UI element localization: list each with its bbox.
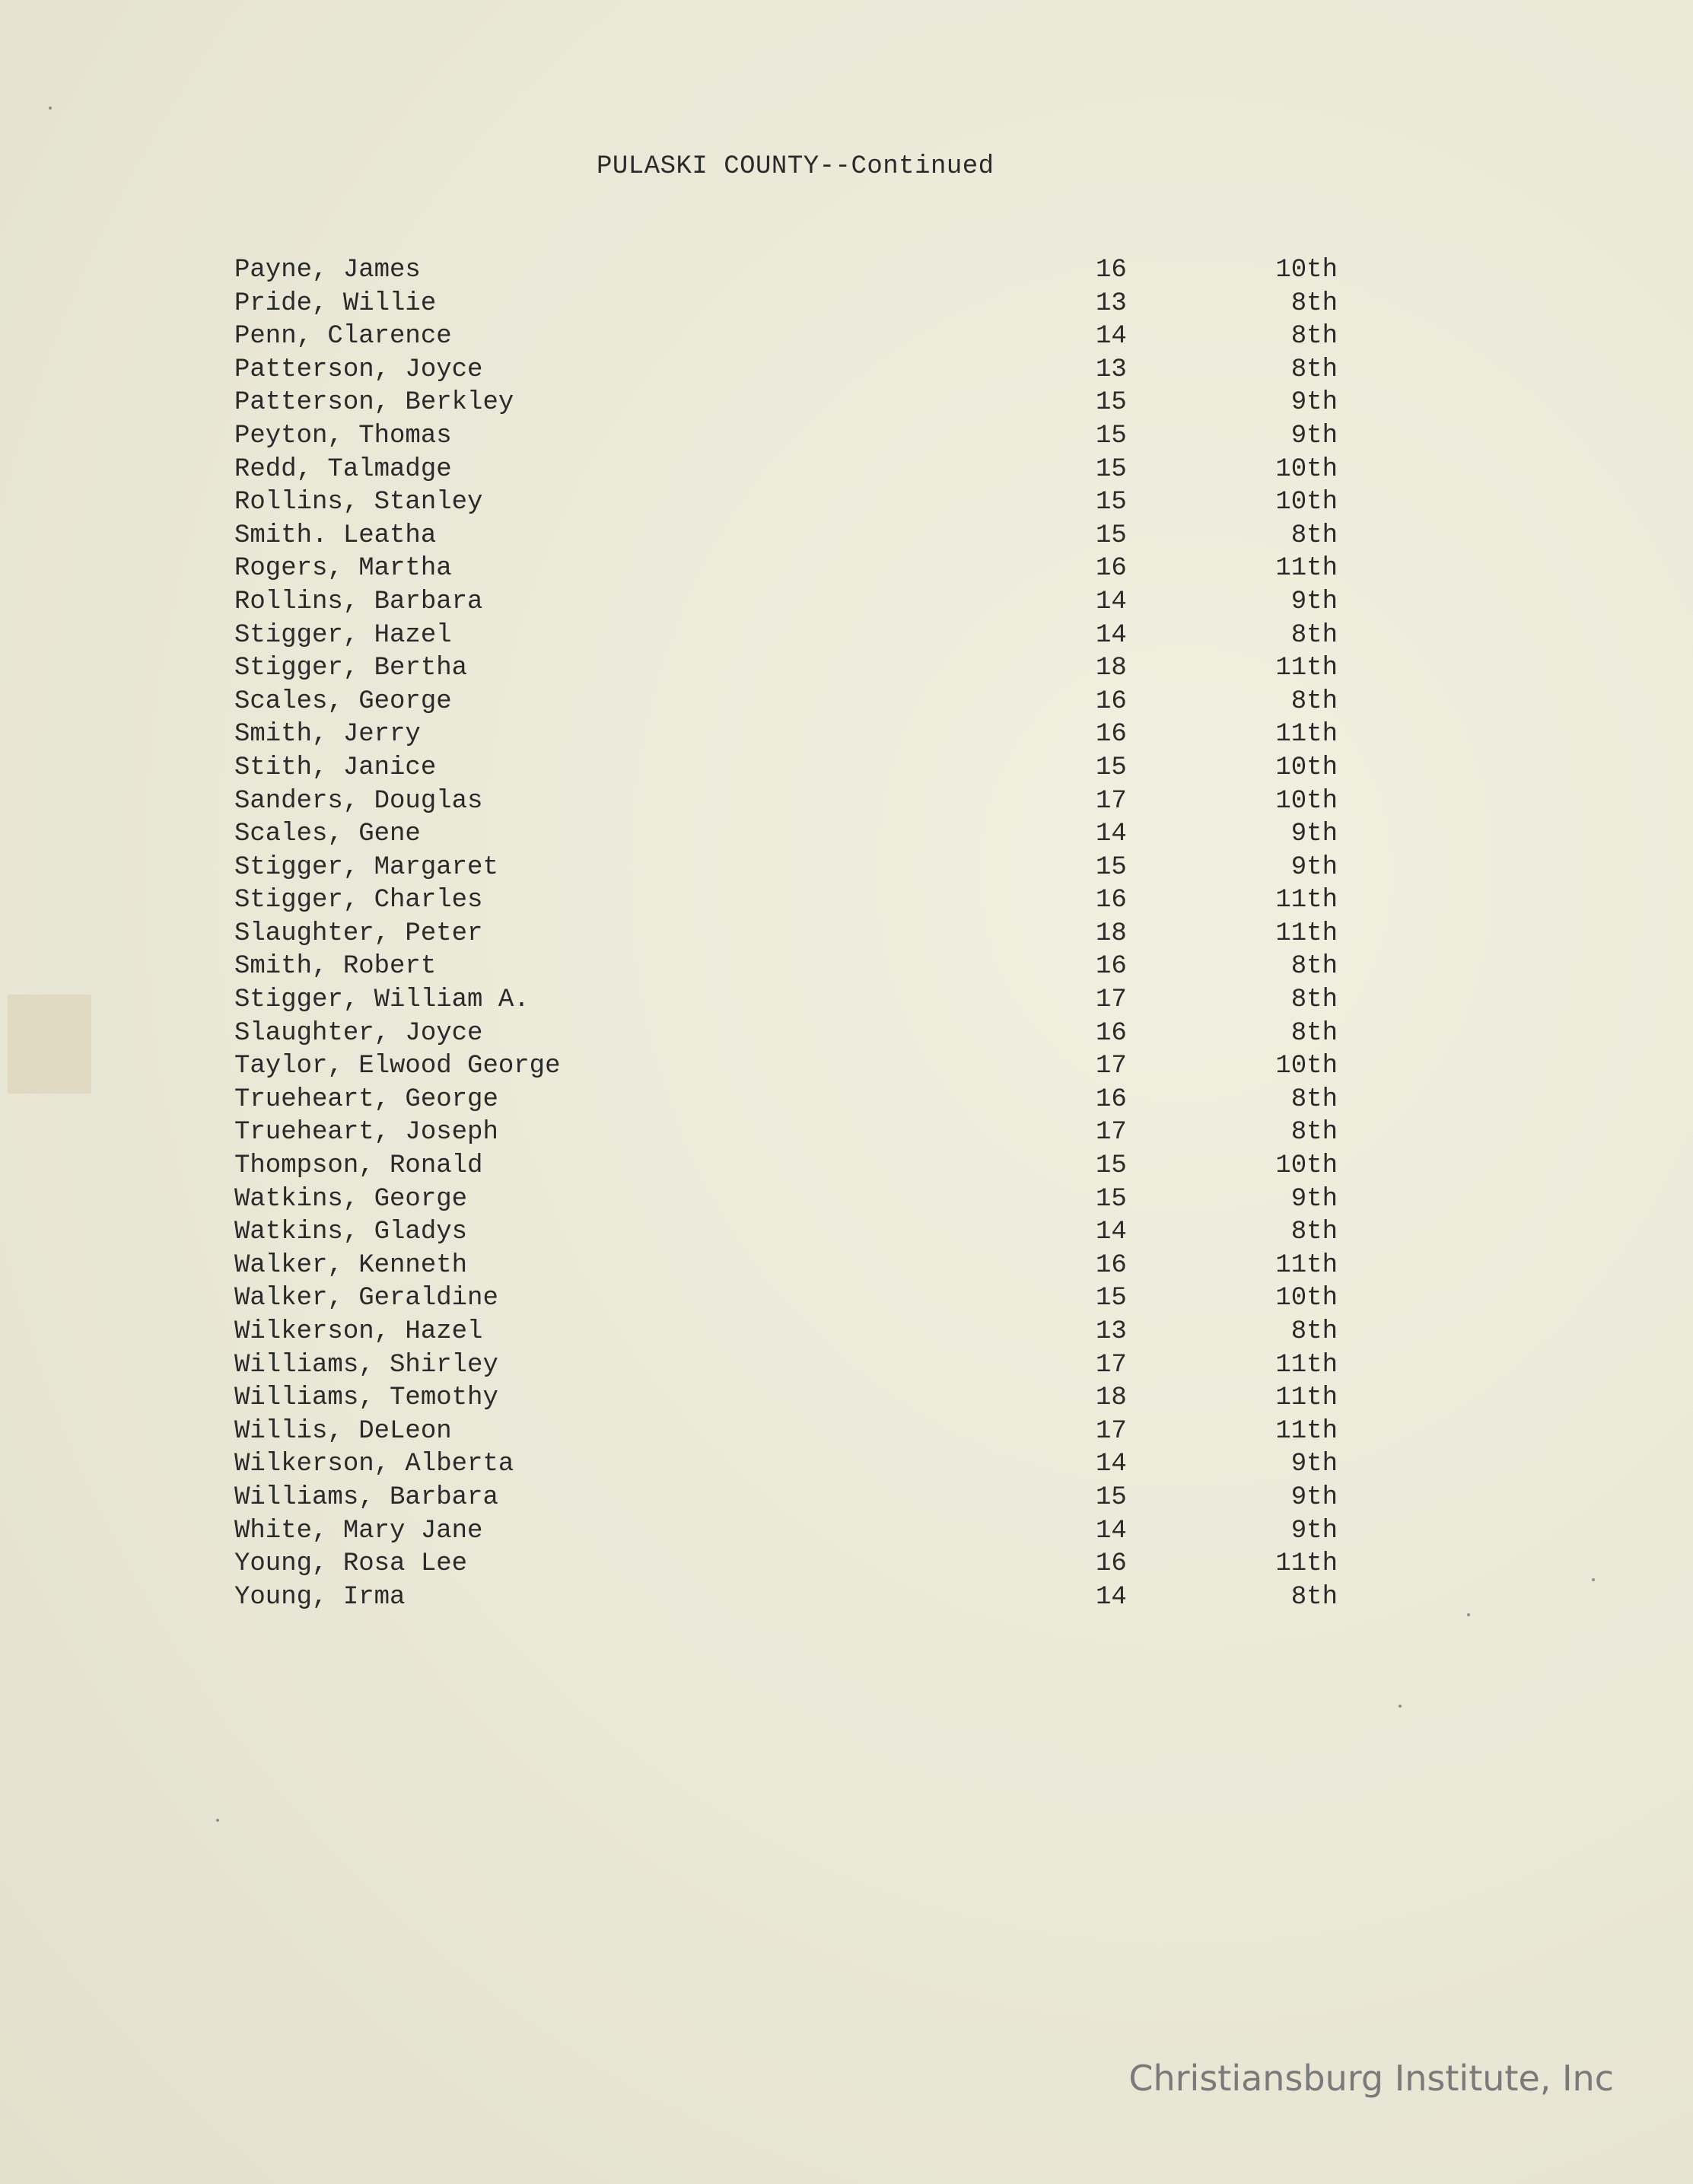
student-grade: 8th bbox=[1290, 1218, 1338, 1247]
paper-speck bbox=[49, 107, 52, 110]
student-row bbox=[234, 950, 1338, 984]
student-age: 15 bbox=[1096, 852, 1127, 882]
student-name: Stigger, Bertha bbox=[234, 654, 468, 683]
student-age: 14 bbox=[1096, 820, 1127, 849]
student-name: Wilkerson, Hazel bbox=[234, 1317, 483, 1346]
tape-residue bbox=[8, 995, 91, 1094]
student-age: 17 bbox=[1096, 1350, 1127, 1380]
student-roster bbox=[234, 254, 1338, 1614]
student-age: 14 bbox=[1096, 1516, 1127, 1546]
student-row bbox=[234, 1482, 1338, 1515]
student-grade: 11th bbox=[1275, 1416, 1338, 1446]
student-grade: 10th bbox=[1275, 786, 1338, 816]
student-name: Rollins, Barbara bbox=[234, 587, 483, 616]
student-name: Patterson, Joyce bbox=[234, 355, 483, 384]
student-row bbox=[234, 984, 1338, 1017]
student-name: Watkins, Gladys bbox=[234, 1218, 468, 1247]
student-age: 15 bbox=[1096, 521, 1127, 550]
student-grade: 10th bbox=[1275, 753, 1338, 782]
paper-speck bbox=[1592, 1578, 1595, 1581]
student-row bbox=[234, 1515, 1338, 1549]
student-name: Rogers, Martha bbox=[234, 554, 452, 584]
student-age: 17 bbox=[1096, 1118, 1127, 1148]
student-age: 16 bbox=[1096, 1018, 1127, 1048]
student-age: 15 bbox=[1096, 1151, 1127, 1181]
student-grade: 11th bbox=[1275, 1250, 1338, 1280]
student-grade: 9th bbox=[1290, 820, 1338, 849]
student-age: 16 bbox=[1096, 720, 1127, 750]
student-age: 17 bbox=[1096, 1052, 1127, 1081]
student-row bbox=[234, 1415, 1338, 1449]
student-age: 16 bbox=[1096, 1250, 1127, 1280]
student-name: Young, Irma bbox=[234, 1582, 406, 1612]
student-age: 16 bbox=[1096, 1084, 1127, 1114]
student-age: 18 bbox=[1096, 654, 1127, 683]
student-name: Pride, Willie bbox=[234, 288, 437, 318]
student-row bbox=[234, 619, 1338, 653]
student-age: 16 bbox=[1096, 952, 1127, 982]
student-grade: 9th bbox=[1290, 1482, 1338, 1512]
student-row bbox=[234, 1017, 1338, 1051]
student-row bbox=[234, 686, 1338, 719]
student-grade: 9th bbox=[1290, 388, 1338, 418]
student-age: 15 bbox=[1096, 753, 1127, 782]
student-grade: 8th bbox=[1290, 288, 1338, 318]
student-age: 14 bbox=[1096, 322, 1127, 352]
student-name: Trueheart, Joseph bbox=[234, 1118, 498, 1148]
page-title: PULASKI COUNTY--Continued bbox=[597, 152, 994, 181]
student-name: Rollins, Stanley bbox=[234, 488, 483, 517]
student-grade: 8th bbox=[1290, 620, 1338, 650]
student-grade: 8th bbox=[1290, 985, 1338, 1015]
paper-speck bbox=[216, 1819, 219, 1822]
student-age: 15 bbox=[1096, 421, 1127, 450]
student-age: 16 bbox=[1096, 256, 1127, 285]
student-row bbox=[234, 884, 1338, 918]
student-name: Young, Rosa Lee bbox=[234, 1549, 468, 1579]
student-row bbox=[234, 752, 1338, 785]
student-row bbox=[234, 1316, 1338, 1349]
student-age: 16 bbox=[1096, 554, 1127, 584]
student-age: 15 bbox=[1096, 454, 1127, 484]
student-grade: 10th bbox=[1275, 1151, 1338, 1181]
student-row bbox=[234, 652, 1338, 686]
student-row bbox=[234, 1382, 1338, 1415]
student-name: Payne, James bbox=[234, 256, 421, 285]
student-grade: 8th bbox=[1290, 1582, 1338, 1612]
student-name: Wilkerson, Alberta bbox=[234, 1450, 514, 1479]
student-row bbox=[234, 1050, 1338, 1084]
student-grade: 10th bbox=[1275, 256, 1338, 285]
student-age: 14 bbox=[1096, 620, 1127, 650]
student-grade: 8th bbox=[1290, 1084, 1338, 1114]
student-name: Slaughter, Joyce bbox=[234, 1018, 483, 1048]
student-grade: 10th bbox=[1275, 488, 1338, 517]
student-row bbox=[234, 354, 1338, 387]
student-name: Stigger, Margaret bbox=[234, 852, 498, 882]
student-grade: 8th bbox=[1290, 686, 1338, 716]
student-name: Williams, Temothy bbox=[234, 1383, 498, 1413]
student-name: Smith, Jerry bbox=[234, 720, 421, 750]
student-row bbox=[234, 486, 1338, 520]
student-name: Stith, Janice bbox=[234, 753, 437, 782]
student-grade: 11th bbox=[1275, 918, 1338, 948]
student-age: 17 bbox=[1096, 985, 1127, 1015]
student-row bbox=[234, 1216, 1338, 1250]
student-name: Slaughter, Peter bbox=[234, 918, 483, 948]
student-age: 14 bbox=[1096, 1582, 1127, 1612]
student-name: Stigger, Hazel bbox=[234, 620, 452, 650]
student-grade: 8th bbox=[1290, 1018, 1338, 1048]
student-grade: 11th bbox=[1275, 1383, 1338, 1413]
student-row bbox=[234, 254, 1338, 288]
student-grade: 9th bbox=[1290, 421, 1338, 450]
student-name: Smith. Leatha bbox=[234, 521, 437, 550]
student-grade: 11th bbox=[1275, 1549, 1338, 1579]
student-grade: 9th bbox=[1290, 852, 1338, 882]
student-name: Taylor, Elwood George bbox=[234, 1052, 561, 1081]
student-row bbox=[234, 785, 1338, 819]
student-grade: 8th bbox=[1290, 1118, 1338, 1148]
student-age: 14 bbox=[1096, 587, 1127, 616]
student-grade: 10th bbox=[1275, 1052, 1338, 1081]
paper-speck bbox=[1399, 1705, 1402, 1708]
student-age: 18 bbox=[1096, 918, 1127, 948]
student-name: Sanders, Douglas bbox=[234, 786, 483, 816]
student-row bbox=[234, 1150, 1338, 1183]
student-age: 13 bbox=[1096, 288, 1127, 318]
student-row bbox=[234, 387, 1338, 420]
student-age: 15 bbox=[1096, 488, 1127, 517]
student-row bbox=[234, 818, 1338, 852]
student-grade: 11th bbox=[1275, 554, 1338, 584]
student-name: Williams, Barbara bbox=[234, 1482, 498, 1512]
student-name: Patterson, Berkley bbox=[234, 388, 514, 418]
student-row bbox=[234, 454, 1338, 487]
student-name: Redd, Talmadge bbox=[234, 454, 452, 484]
student-name: Stigger, Charles bbox=[234, 886, 483, 915]
student-row bbox=[234, 1349, 1338, 1383]
student-grade: 11th bbox=[1275, 1350, 1338, 1380]
student-row bbox=[234, 718, 1338, 752]
student-age: 15 bbox=[1096, 1284, 1127, 1313]
student-age: 16 bbox=[1096, 1549, 1127, 1579]
student-grade: 11th bbox=[1275, 720, 1338, 750]
student-name: Willis, DeLeon bbox=[234, 1416, 452, 1446]
student-name: Walker, Geraldine bbox=[234, 1284, 498, 1313]
student-name: Thompson, Ronald bbox=[234, 1151, 483, 1181]
paper-speck bbox=[1467, 1613, 1470, 1616]
student-age: 15 bbox=[1096, 1184, 1127, 1214]
student-name: Walker, Kenneth bbox=[234, 1250, 468, 1280]
student-grade: 8th bbox=[1290, 355, 1338, 384]
student-age: 13 bbox=[1096, 355, 1127, 384]
student-grade: 8th bbox=[1290, 322, 1338, 352]
student-age: 17 bbox=[1096, 786, 1127, 816]
student-grade: 11th bbox=[1275, 654, 1338, 683]
student-row bbox=[234, 1282, 1338, 1316]
student-name: White, Mary Jane bbox=[234, 1516, 483, 1546]
student-grade: 8th bbox=[1290, 952, 1338, 982]
student-row bbox=[234, 1250, 1338, 1283]
student-age: 16 bbox=[1096, 686, 1127, 716]
student-row bbox=[234, 320, 1338, 354]
student-grade: 11th bbox=[1275, 886, 1338, 915]
student-grade: 9th bbox=[1290, 587, 1338, 616]
student-name: Smith, Robert bbox=[234, 952, 437, 982]
student-row bbox=[234, 1548, 1338, 1581]
student-age: 17 bbox=[1096, 1416, 1127, 1446]
student-row bbox=[234, 520, 1338, 553]
student-age: 15 bbox=[1096, 388, 1127, 418]
student-grade: 9th bbox=[1290, 1450, 1338, 1479]
student-grade: 8th bbox=[1290, 1317, 1338, 1346]
student-age: 15 bbox=[1096, 1482, 1127, 1512]
student-row bbox=[234, 586, 1338, 619]
student-name: Stigger, William A. bbox=[234, 985, 530, 1015]
student-row bbox=[234, 552, 1338, 586]
student-age: 14 bbox=[1096, 1450, 1127, 1479]
student-row bbox=[234, 288, 1338, 321]
student-age: 14 bbox=[1096, 1218, 1127, 1247]
student-name: Trueheart, George bbox=[234, 1084, 498, 1114]
student-row bbox=[234, 918, 1338, 951]
student-row bbox=[234, 1084, 1338, 1117]
student-row bbox=[234, 420, 1338, 454]
student-grade: 10th bbox=[1275, 454, 1338, 484]
student-grade: 10th bbox=[1275, 1284, 1338, 1313]
watermark: Christiansburg Institute, Inc bbox=[1128, 2058, 1614, 2099]
student-row bbox=[234, 852, 1338, 885]
student-name: Scales, Gene bbox=[234, 820, 421, 849]
student-row bbox=[234, 1448, 1338, 1482]
student-row bbox=[234, 1116, 1338, 1150]
student-name: Penn, Clarence bbox=[234, 322, 452, 352]
student-age: 13 bbox=[1096, 1317, 1127, 1346]
student-name: Peyton, Thomas bbox=[234, 421, 452, 450]
student-row bbox=[234, 1183, 1338, 1217]
student-age: 18 bbox=[1096, 1383, 1127, 1413]
student-name: Williams, Shirley bbox=[234, 1350, 498, 1380]
student-age: 16 bbox=[1096, 886, 1127, 915]
student-grade: 9th bbox=[1290, 1516, 1338, 1546]
student-grade: 9th bbox=[1290, 1184, 1338, 1214]
student-grade: 8th bbox=[1290, 521, 1338, 550]
student-row bbox=[234, 1581, 1338, 1615]
student-name: Watkins, George bbox=[234, 1184, 468, 1214]
student-name: Scales, George bbox=[234, 686, 452, 716]
